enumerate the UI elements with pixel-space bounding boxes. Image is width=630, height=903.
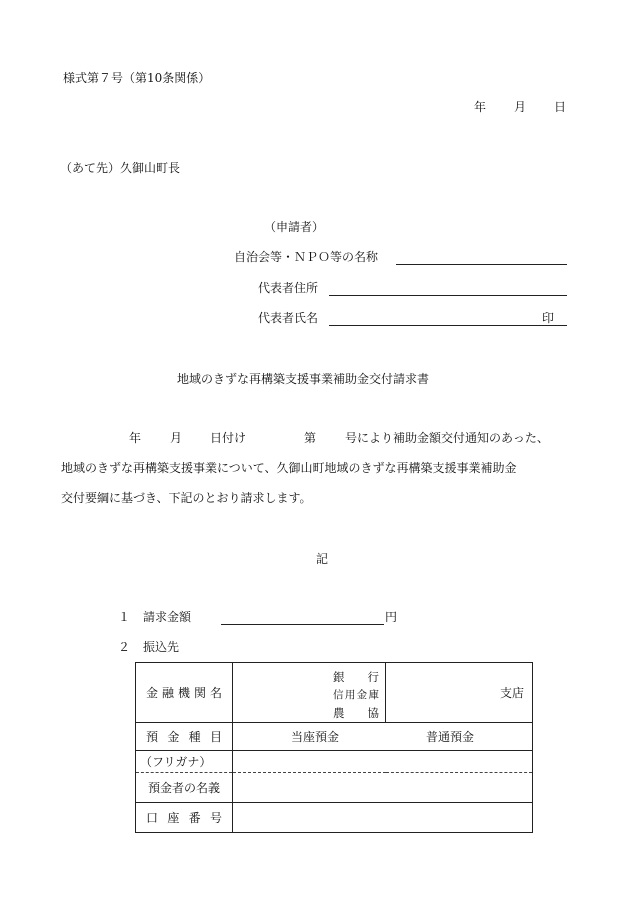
institution-type-bank: 銀 行: [333, 670, 379, 684]
deposit-type-label-cell: [136, 723, 233, 751]
deposit-type-cell[interactable]: [233, 723, 533, 751]
ki-marker: 記: [316, 552, 329, 566]
item1-number: １: [118, 610, 131, 624]
body-month: 月: [170, 431, 183, 445]
body-line1-rest: 号により補助金額交付通知のあった、: [345, 431, 549, 445]
institution-type-nokyo: 農 協: [333, 706, 379, 720]
seal-mark: 印: [542, 311, 555, 325]
item2-label: 振込先: [143, 640, 180, 654]
furigana-label: （フリガナ）: [140, 755, 212, 769]
account-number-field[interactable]: [233, 803, 533, 833]
body-line2: 地域のきずな再構築支援事業について、久御山町地域のきずな再構築支援事業補助金: [61, 461, 517, 475]
org-name-label: 自治会等・ＮＰＯ等の名称: [234, 250, 379, 264]
deposit-type-label: 預 金 種 目: [146, 730, 222, 744]
branch-cell[interactable]: [386, 663, 533, 723]
org-name-field[interactable]: [396, 264, 567, 265]
form-number: 様式第７号（第10条関係）: [63, 71, 211, 85]
date-month: 月: [514, 100, 527, 114]
addressee: （あて先）久御山町長: [60, 161, 181, 175]
deposit-option-current[interactable]: 当座預金: [291, 730, 340, 744]
bank-account-table: [135, 662, 533, 833]
body-dated: 日付け: [210, 431, 247, 445]
institution-name-cell[interactable]: [233, 663, 386, 723]
item2-number: ２: [118, 640, 131, 654]
applicant-heading: （申請者）: [264, 220, 325, 234]
furigana-label-cell: [136, 751, 233, 773]
item1-unit: 円: [385, 610, 398, 624]
date-year: 年: [474, 100, 487, 114]
body-year: 年: [129, 431, 142, 445]
body-dai: 第: [304, 431, 317, 445]
holder-field[interactable]: [233, 773, 533, 803]
rep-address-label: 代表者住所: [258, 281, 319, 295]
branch-label: 支店: [499, 686, 524, 700]
body-line3: 交付要綱に基づき、下記のとおり請求します。: [61, 491, 312, 505]
date-day: 日: [554, 100, 567, 114]
rep-name-label: 代表者氏名: [258, 311, 319, 325]
furigana-field[interactable]: [233, 751, 533, 773]
holder-label: 預金者の名義: [147, 781, 220, 795]
document-title: 地域のきずな再構築支援事業補助金交付請求書: [177, 372, 430, 386]
holder-label-cell: [136, 773, 233, 803]
item1-label: 請求金額: [143, 610, 192, 624]
institution-type-shinkin: 信用金庫: [333, 689, 379, 701]
claim-amount-field[interactable]: [221, 624, 384, 625]
institution-label: 金 融 機 関 名: [146, 686, 222, 700]
deposit-option-ordinary[interactable]: 普通預金: [426, 730, 475, 744]
rep-address-field[interactable]: [329, 295, 567, 296]
account-number-label: 口 座 番 号: [146, 811, 222, 825]
rep-name-field[interactable]: [329, 325, 567, 326]
institution-label-cell: [136, 663, 233, 723]
account-label-cell: [136, 803, 233, 833]
